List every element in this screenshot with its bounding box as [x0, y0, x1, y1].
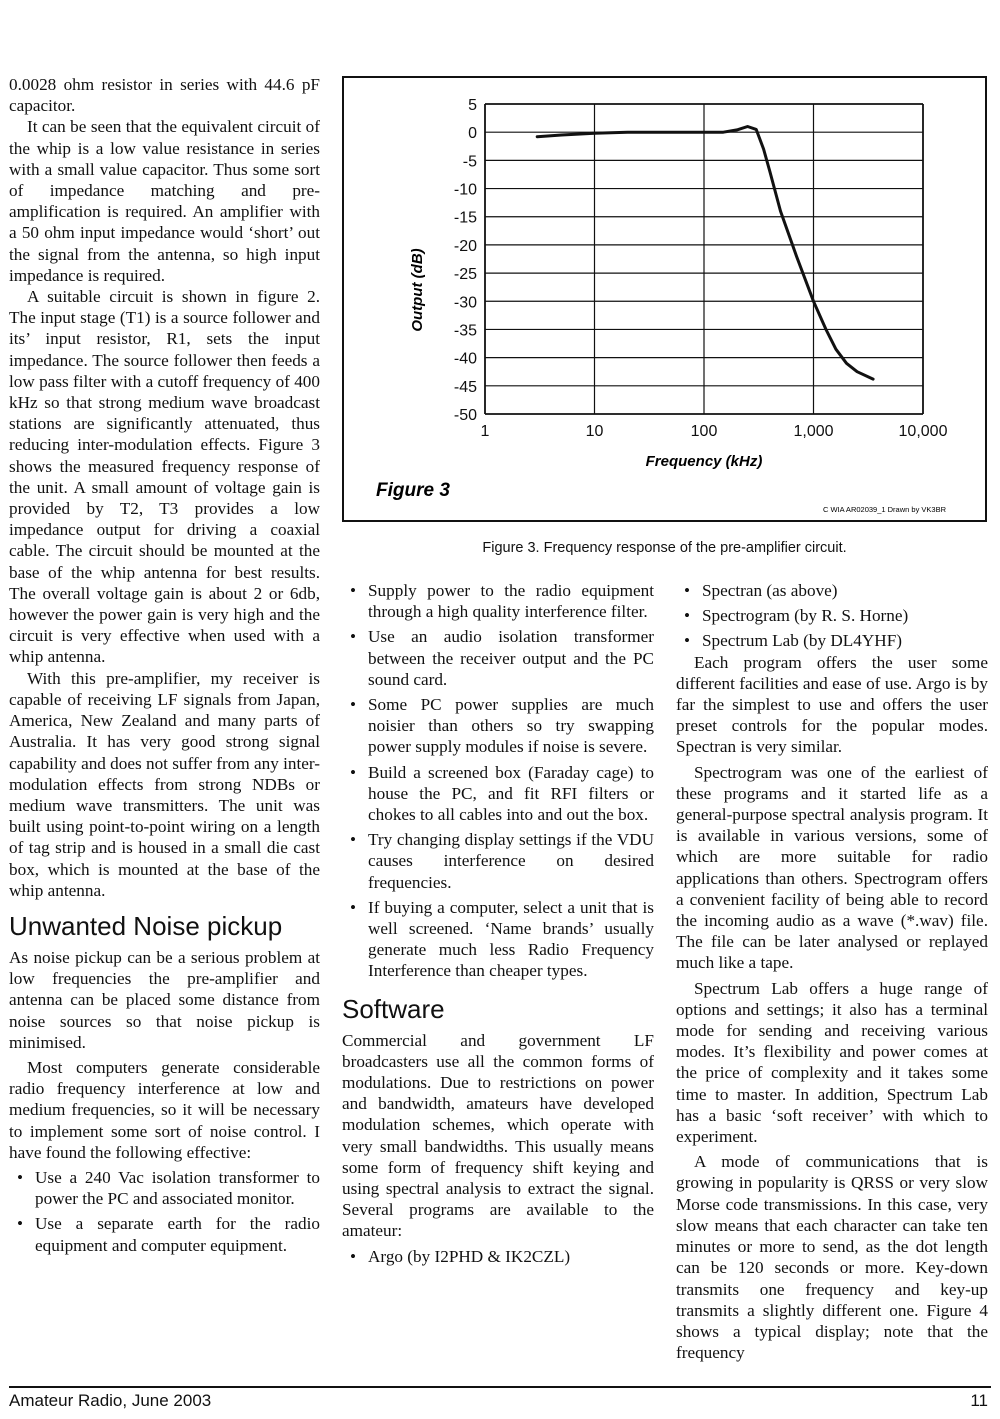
- bullet-list: [676, 580, 988, 652]
- paragraph: As noise pickup can be a serious problem at low frequencies the pre-amplifier and antenna can be placed some distance from noise sources so that noise pickup is minimised.: [9, 947, 320, 1052]
- column-right: [676, 580, 988, 1363]
- column-left: [9, 74, 320, 1256]
- paragraph: A mode of communications that is growing in popularity is QRSS or very slow Morse code transmissions. In this case, very slow means that each character can take ten minutes or more to send, as the dot length can be 120 seconds or more. Key-down transmits one frequency and key-up transmits a slightly different one. Figure 4 shows a typical display; note that the frequency: [676, 1152, 988, 1363]
- paragraph: It can be seen that the equivalent circuit of the whip is a low value resistance in series with a small value capacitor. Thus some sort of impedance matching and pre-amplification is required. An amplifier with a 50 ohm input impedance would ‘short’ out the signal from the antenna, so high input impedance is required.: [9, 117, 320, 285]
- y-tick-label: 5: [468, 97, 477, 114]
- section-heading-noise: Unwanted Noise pickup: [9, 910, 283, 941]
- y-tick-label: -20: [453, 237, 477, 255]
- column-middle: [342, 580, 654, 1267]
- page-number: 11: [970, 1391, 988, 1410]
- list-item: • Spectrogram (by R. S. Horne): [676, 605, 988, 626]
- bullet-list: [342, 1246, 654, 1267]
- y-tick-label: -50: [453, 407, 477, 424]
- list-item: • Use an audio isolation transformer between the receiver output and the PC sound card.: [342, 626, 654, 690]
- list-item: • Argo (by I2PHD & IK2CZL): [342, 1246, 654, 1267]
- frequency-response-chart: [344, 78, 985, 520]
- paragraph: Spectrogram was one of the earliest of these programs and it started life as a general-purpose spectral analysis program. It is available in various versions, some of which are more suitable for radio applications than others. Spectrogram offers a convenient facility of being able to record the incoming audio as a wave (*.wav) file. The file can be later analysed or replayed much like a tape.: [676, 762, 988, 973]
- y-tick-label: -45: [453, 378, 477, 396]
- x-tick-label: 10,000: [898, 423, 948, 440]
- y-tick-label: -30: [453, 294, 477, 312]
- y-tick-label: 0: [468, 125, 477, 143]
- list-item: • Use a 240 Vac isolation transformer to power the PC and associated monitor.: [9, 1167, 320, 1209]
- y-tick-label: -10: [453, 181, 477, 199]
- paragraph: Spectrum Lab offers a huge range of options and settings; it also has a terminal mode for sending and receiving various modes. It’s flexibility and power comes at the price of complexity and it takes some time to master. In addition, Spectrum Lab has a basic ‘soft receiver’ with which to experiment.: [676, 978, 988, 1147]
- footer-rule: [9, 1386, 991, 1388]
- paragraph: A suitable circuit is shown in figure 2. The input stage (T1) is a source follower and its’ input resistor, R1, sets the input impedance. The source follower then feeds a low pass filter with a cutoff frequency of 400 kHz so that strong medium wave broadcast stations are significantly attenuated, thus reducing inter-modulation effects. Figure 3 shows the measured frequency response of the unit. A small amount of voltage gain is provided by T2, T3 provides a low impedance output for driving a coaxial cable. The circuit should be mounted at the base of the whip antenna for best results. The overall voltage gain is about 2 or 6db, however the power gain is very high and the circuit is very effective when used with a whip antenna.: [9, 287, 320, 667]
- list-item: • Try changing display settings if the VDU causes interference on desired frequencies.: [342, 829, 654, 893]
- y-tick-label: -25: [453, 266, 477, 284]
- list-item: • Supply power to the radio equipment through a high quality interference filter.: [342, 580, 654, 622]
- list-item: • Some PC power supplies are much noisier than others so try swapping power supply modules if noise is severe.: [342, 694, 654, 758]
- paragraph: 0.0028 ohm resistor in series with 44.6 pF capacitor.: [9, 75, 320, 116]
- list-item: • Spectran (as above): [676, 580, 988, 601]
- y-tick-label: -40: [453, 350, 477, 368]
- y-tick-label: -15: [453, 209, 477, 227]
- figure-3-box: [342, 76, 987, 522]
- section-heading-software: Software: [342, 993, 445, 1024]
- paragraph: Each program offers the user some different facilities and ease of use. Argo is by far the simplest to use and offers the user preset controls for the popular modes. Spectran is very similar.: [676, 652, 988, 757]
- series-line: [537, 127, 873, 380]
- figure-credit: C WIA AR02039_1 Drawn by VK3BR: [823, 505, 946, 514]
- x-tick-label: 1: [480, 423, 490, 440]
- bullet-list: [9, 1167, 320, 1256]
- x-tick-label: 100: [690, 423, 718, 440]
- paragraph: Commercial and government LF broadcasters use all the common forms of modulations. Due to restrictions on power and bandwidth, amateurs have developed modulation schemes, which operate with very small bandwidths. This usually means some form of frequency shift keying and using spectral analysis to extract the signal. Several programs are available to the amateur:: [342, 1030, 654, 1241]
- list-item: • If buying a computer, select a unit that is well screened. ‘Name brands’ usually generate much less Radio Frequency Interference than cheaper types.: [342, 897, 654, 982]
- x-tick-label: 10: [585, 423, 604, 440]
- x-tick-label: 1,000: [793, 423, 834, 440]
- y-axis-label: Output (dB): [409, 248, 426, 332]
- list-item: • Build a screened box (Faraday cage) to house the PC, and fit RFI filters or chokes to all cables into and out the box.: [342, 762, 654, 826]
- list-item: • Use a separate earth for the radio equipment and computer equipment.: [9, 1213, 320, 1255]
- figure-label: Figure 3: [376, 480, 450, 501]
- y-tick-label: -5: [462, 153, 477, 171]
- paragraph: Most computers generate considerable radio frequency interference at low and medium frequencies, so it will be necessary to implement some sort of noise control. I have found the following effective:: [9, 1057, 320, 1162]
- y-tick-label: -35: [453, 322, 477, 340]
- figure-caption: Figure 3. Frequency response of the pre-amplifier circuit.: [482, 540, 847, 556]
- bullet-list: [342, 580, 654, 982]
- paragraph: With this pre-amplifier, my receiver is capable of receiving LF signals from Japan, America, New Zealand and many parts of Australia. It has very good strong signal capability and does not suffer from any inter-modulation effects from strong NDBs or medium wave transmitters. The unit was built using point-to-point wiring on a length of tag strip and is housed in a small die cast box, which is mounted at the base of the whip antenna.: [9, 668, 321, 900]
- list-item: • Spectrum Lab (by DL4YHF): [676, 630, 988, 651]
- x-axis-label: Frequency (kHz): [645, 453, 763, 470]
- footer-publication: Amateur Radio, June 2003: [9, 1391, 212, 1410]
